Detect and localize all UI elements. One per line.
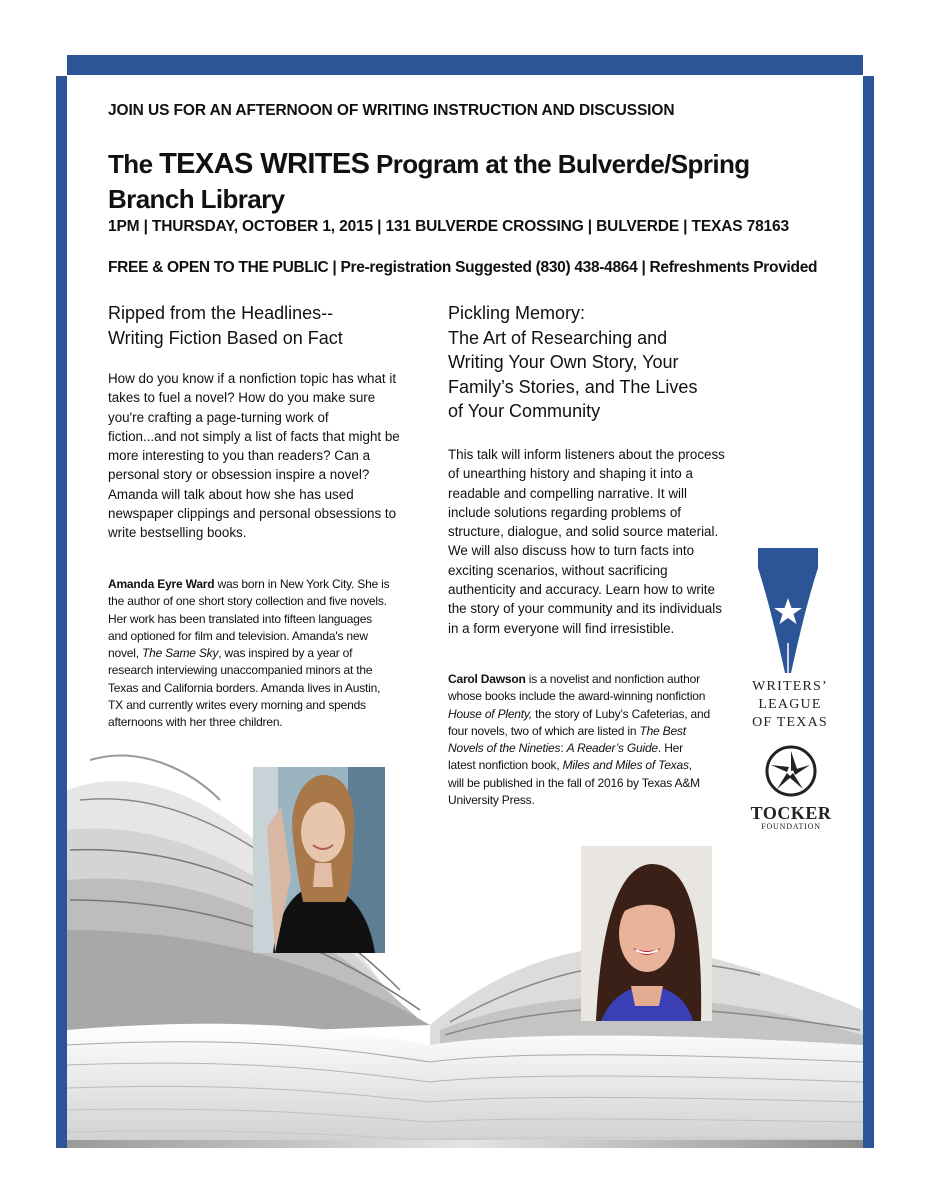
page-title	[108, 147, 808, 217]
left-bio-text-1: was born in New York City. She is the author of one short story collection and five novels. Her work has been translated into fifteen languages and optioned for film and television. Amanda's new novel,	[108, 577, 390, 661]
left-bio-text-2: , was inspired by a year of research interviewing unaccompanied minors at the Texas and California borders. Amanda lives in Austin, TX and currently writes every morning and spends afternoons with her three children.	[108, 646, 381, 730]
wlt-line-3: OF TEXAS	[752, 715, 828, 730]
tocker-subtitle: FOUNDATION	[761, 822, 821, 831]
right-session-description: This talk will inform listeners about the process of unearthing history and shaping it into a readable and compelling narrative. It will include solutions regarding problems of structure, dialogue, and solid source material. We will also discuss how to turn facts into exciting scenarios, without sacrificing authenticity and accuracy. Learn how to write the story of your community and its individuals in a form everyone will find irresistible.	[448, 447, 725, 636]
right-bio-book-3: A Reader’s Guide	[566, 741, 658, 756]
right-bio-book-4: Miles and Miles of Texas	[562, 758, 689, 773]
left-speaker-name: Amanda Eyre Ward	[108, 577, 215, 591]
wlt-line-2: LEAGUE	[758, 697, 822, 712]
event-tagline: JOIN US FOR AN AFTERNOON OF WRITING INSTRUCTION AND DISCUSSION	[108, 102, 675, 119]
wlt-line-1: WRITERS’	[752, 679, 828, 694]
pen-nib-icon	[758, 548, 818, 673]
right-session-heading	[448, 301, 748, 424]
right-bio-book-2: The Best Novels of the Nineties	[448, 723, 686, 756]
carol-dawson-photo	[581, 846, 712, 1021]
right-speaker-bio	[448, 671, 710, 809]
right-bio-text-4: . Her latest nonfiction book,	[448, 741, 683, 773]
title-prefix: The	[108, 149, 160, 179]
right-heading-line-5: of Your Community	[448, 401, 601, 421]
right-heading-line-3: Writing Your Own Story, Your	[448, 352, 679, 372]
right-heading-line-2: The Art of Researching and	[448, 327, 668, 348]
left-heading-line-2: Writing Fiction Based on Fact	[108, 327, 343, 348]
public-info-line: FREE & OPEN TO THE PUBLIC | Pre-registration Suggested (830) 438-4864 | Refreshments Provided	[108, 259, 818, 276]
right-bio-text-3: :	[560, 741, 567, 756]
left-session-heading	[108, 301, 408, 350]
left-session-description: How do you know if a nonfiction topic has what it takes to fuel a novel? How do you make sure you're crafting a page-turning work of fiction...and not simply a list of facts that might be more interesting to you than readers? Can a personal story or obsession inspire a novel? Amanda will talk about how she has used newspaper clippings and personal obsessions to write bestselling books.	[108, 371, 400, 541]
right-heading-line-4: Family’s Stories, and The Lives	[448, 376, 698, 397]
amanda-eyre-ward-photo	[253, 767, 385, 953]
right-speaker-name: Carol Dawson	[448, 672, 526, 686]
left-heading-line-1: Ripped from the Headlines--	[108, 303, 334, 323]
right-bio-text-1: is a novelist and nonfiction author whose books include the award-winning nonfiction	[448, 672, 706, 704]
title-program-name: TEXAS WRITES	[159, 148, 370, 180]
left-bio-book-title: The Same Sky	[141, 646, 219, 661]
title-suffix: Program at the Bulverde/Spring Branch Library	[108, 149, 750, 214]
right-bio-text-2: the story of Luby’s Cafeterias, and four novels, two of which are listed in	[448, 706, 710, 738]
right-heading-line-1: Pickling Memory:	[448, 303, 586, 323]
event-details-line: 1PM | THURSDAY, OCTOBER 1, 2015 | 131 BULVERDE CROSSING | BULVERDE | TEXAS 78163	[108, 218, 789, 235]
right-bio-text-5: , will be published in the fall of 2016 by Texas A&M University Press.	[448, 758, 700, 808]
right-bio-book-1: House of Plenty,	[448, 706, 532, 721]
tocker-emblem-icon	[765, 745, 817, 797]
tocker-name: TOCKER	[750, 803, 832, 823]
left-speaker-bio	[108, 576, 393, 732]
